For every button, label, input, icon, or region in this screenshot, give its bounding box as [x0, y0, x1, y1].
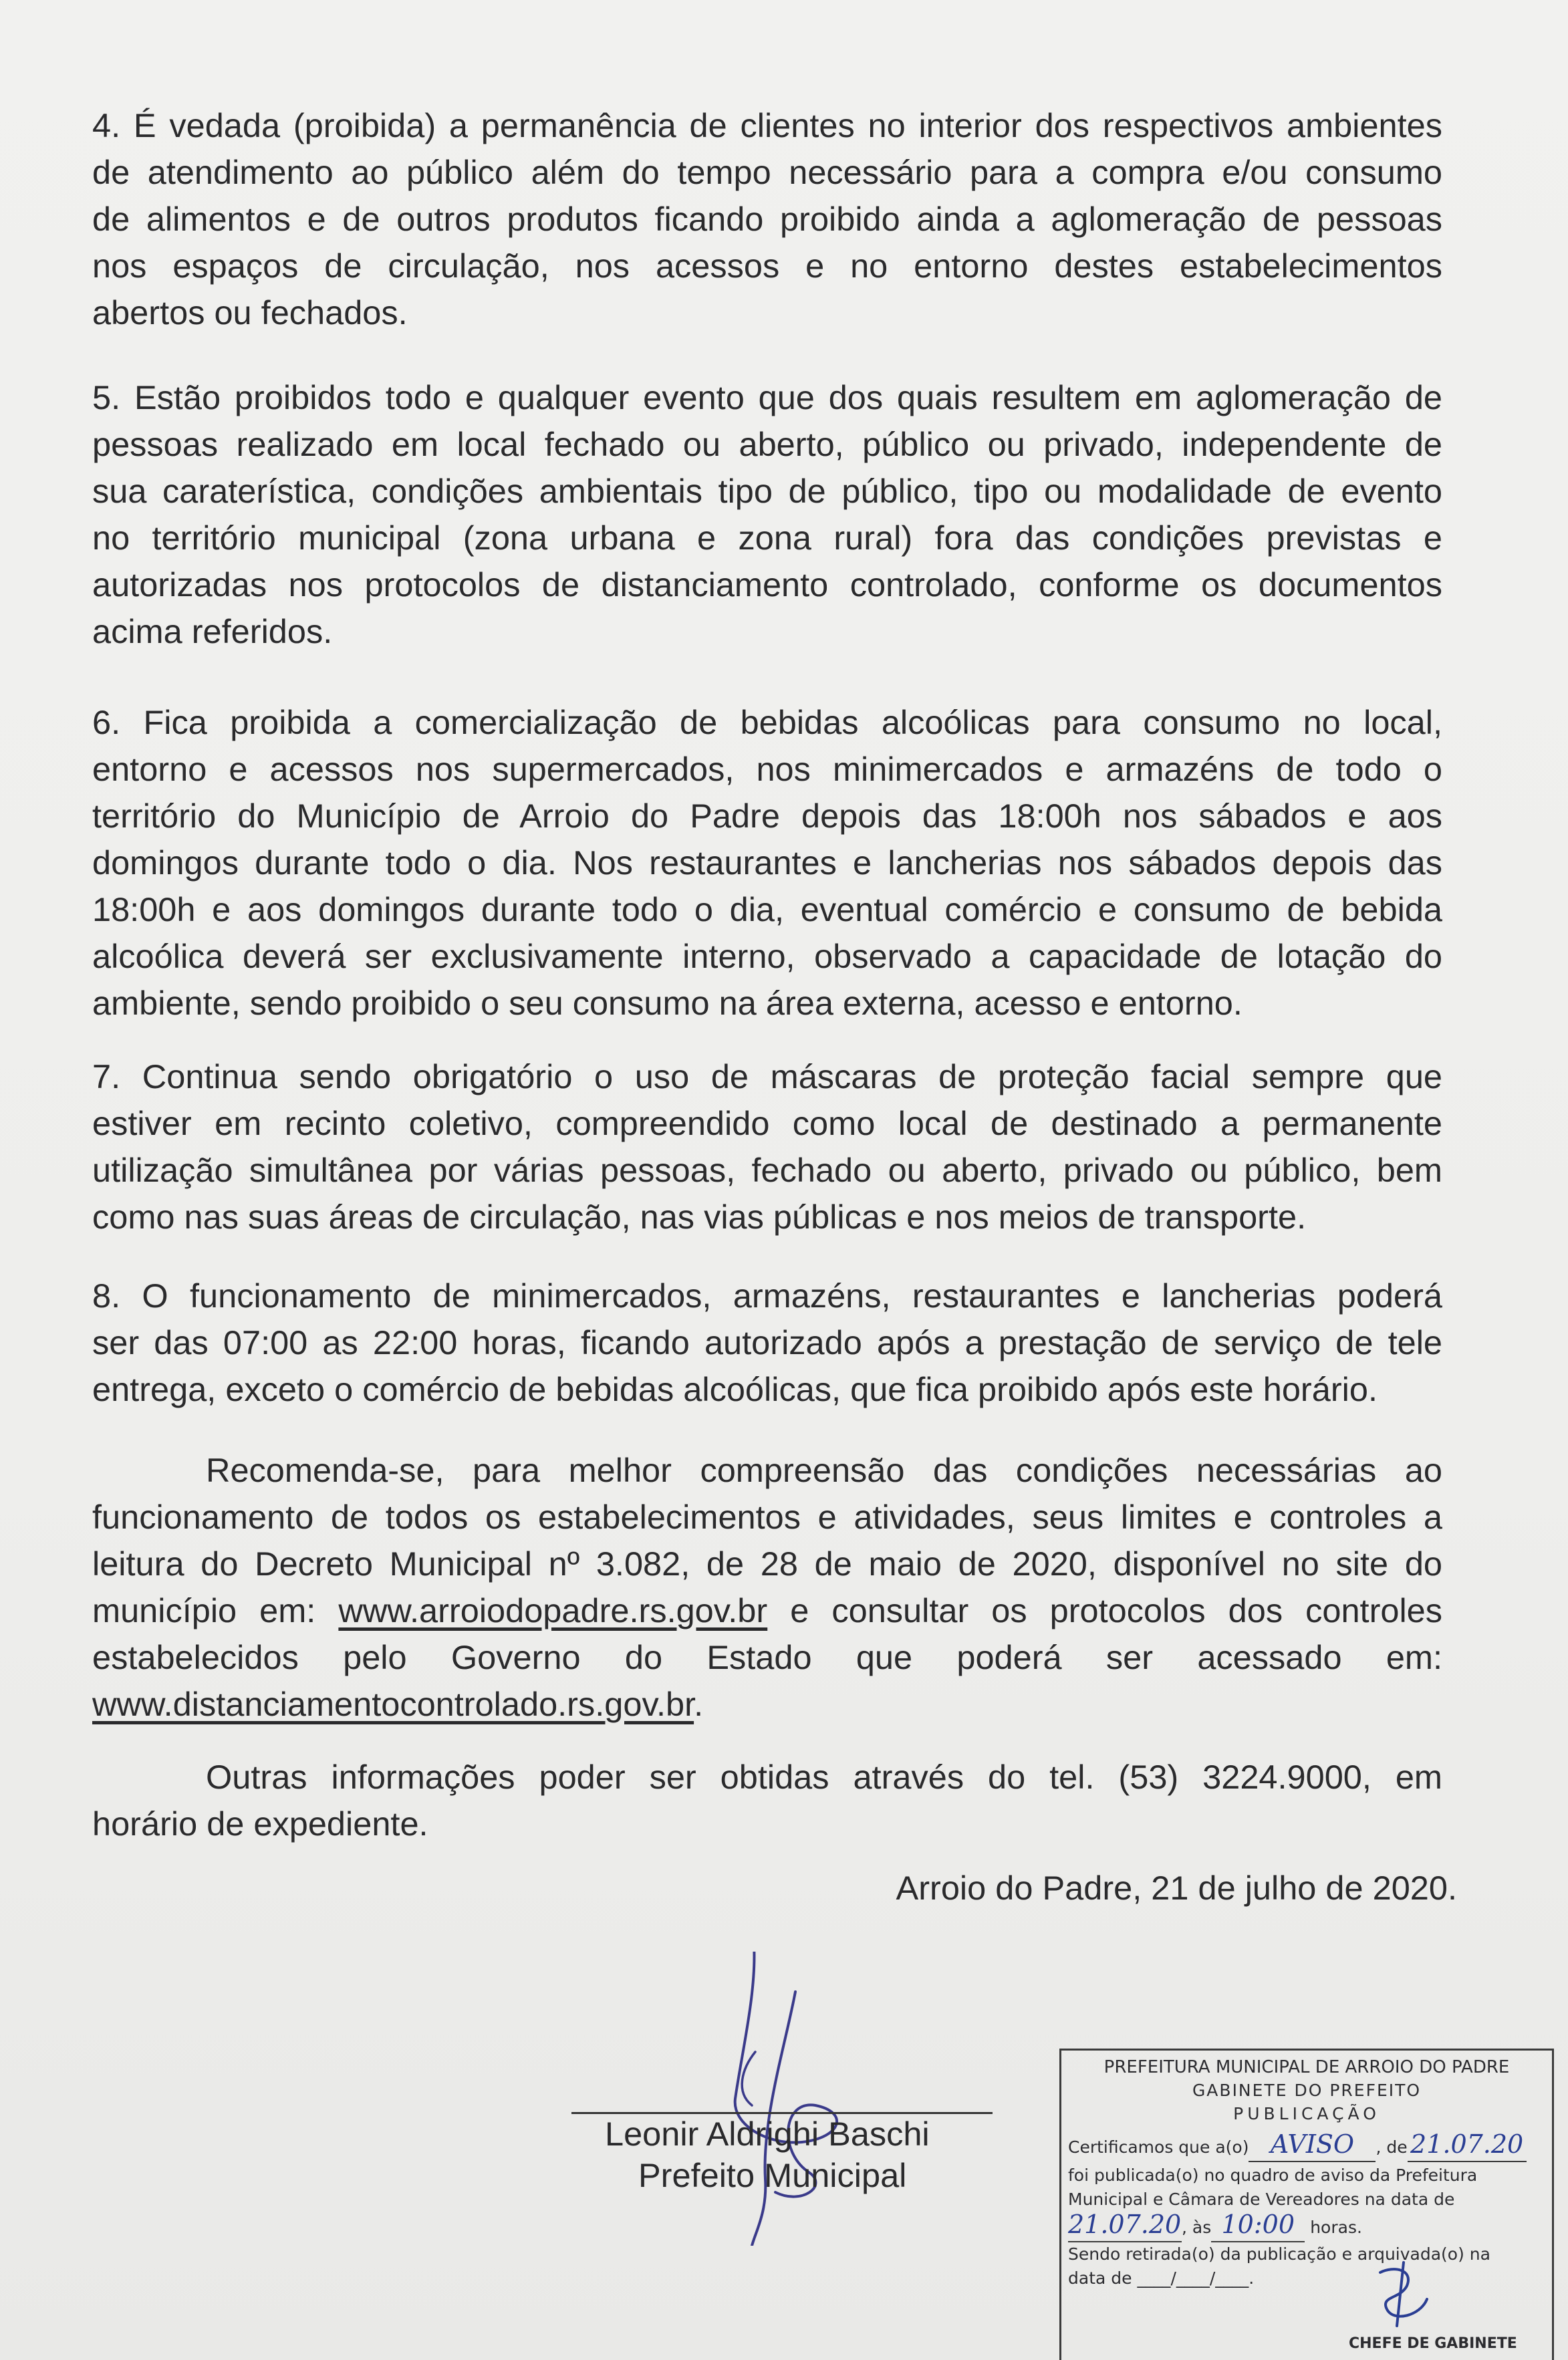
- item-6-line: domingos durante todo o dia. Nos restaurantes e lancherias nos sábados depois das: [92, 843, 1442, 882]
- item-8-paragraph: [92, 1273, 1442, 1413]
- item-7-line: 7. Continua sendo obrigatório o uso de máscaras de proteção facial sempre que: [92, 1057, 1442, 1095]
- item-4-line: 4. É vedada (proibida) a permanência de clientes no interior dos respectivos ambientes: [92, 106, 1442, 144]
- mayor-name: Leonir Aldrighi Baschi: [605, 2115, 930, 2153]
- stamp-text: , de: [1376, 2137, 1408, 2157]
- recommendation-text: .: [694, 1685, 704, 1723]
- contact-line: Outras informações poder ser obtidas através do tel. (53) 3224.9000, em: [206, 1758, 1442, 1796]
- stamp-text: foi publicada(o) no quadro de aviso da Prefeitura: [1068, 2166, 1478, 2185]
- stamp-footer: CHEFE DE GABINETE: [1349, 2335, 1517, 2352]
- stamp-text: Municipal e Câmara de Vereadores na data de: [1068, 2190, 1455, 2209]
- item-4-paragraph: [92, 102, 1442, 336]
- contact-line: horário de expediente.: [92, 1805, 428, 1843]
- item-5-line: sua caraterística, condições ambientais tipo de público, tipo ou modalidade de evento: [92, 472, 1442, 510]
- stamp-header: PREFEITURA MUNICIPAL DE ARROIO DO PADRE: [1103, 2057, 1510, 2077]
- item-7-line: estiver em recinto coletivo, compreendido como local de destinado a permanente: [92, 1104, 1442, 1142]
- stamp-text: Certificamos que a(o): [1068, 2137, 1249, 2157]
- stamp-certification-line: [1061, 2131, 1552, 2162]
- recommendation-paragraph: [92, 1447, 1442, 1728]
- recommendation-line: estabelecidos pelo Governo do Estado que poderá ser acessado em:: [92, 1638, 1442, 1676]
- place-date: Arroio do Padre, 21 de julho de 2020.: [896, 1869, 1457, 1907]
- item-6-line: território do Município de Arroio do Padre depois das 18:00h nos sábados e aos: [92, 797, 1442, 835]
- handwritten-signature: [715, 1952, 876, 2246]
- item-8-line: 8. O funcionamento de minimercados, armazéns, restaurantes e lancherias poderá: [92, 1277, 1442, 1315]
- stamp-text: Sendo retirada(o) da publicação e arquivada(o) na: [1068, 2244, 1490, 2264]
- stamp-title: PUBLICAÇÃO: [1233, 2104, 1380, 2123]
- recommendation-line: Recomenda-se, para melhor compreensão das condições necessárias ao: [206, 1451, 1442, 1489]
- stamp-subheader: GABINETE DO PREFEITO: [1192, 2081, 1422, 2100]
- item-5-line: no território municipal (zona urbana e zona rural) fora das condições previstas e: [92, 519, 1442, 557]
- stamp-text: , às: [1182, 2218, 1212, 2237]
- handwritten-publication-date: 21.07.20: [1068, 2210, 1182, 2239]
- item-4-line: nos espaços de circulação, nos acessos e no entorno destes estabelecimentos: [92, 247, 1442, 285]
- handwritten-document-date: 21.07.20: [1410, 2129, 1524, 2159]
- handwritten-document-type: AVISO: [1270, 2129, 1355, 2159]
- item-8-line: entrega, exceto o comércio de bebidas alcoólicas, que fica proibido após este horário.: [92, 1370, 1378, 1408]
- item-7-line: utilização simultânea por várias pessoas, fechado ou aberto, privado ou público, bem: [92, 1151, 1442, 1189]
- item-6-line: 6. Fica proibida a comercialização de bebidas alcoólicas para consumo no local,: [92, 703, 1442, 741]
- item-6-paragraph: [92, 699, 1442, 1027]
- handwritten-publication-time: 10:00: [1221, 2210, 1295, 2239]
- item-7-line: como nas suas áreas de circulação, nas vias públicas e nos meios de transporte.: [92, 1198, 1307, 1236]
- recommendation-text: e consultar os protocolos dos controles: [790, 1591, 1443, 1629]
- item-4-line: abertos ou fechados.: [92, 293, 408, 332]
- item-6-line: ambiente, sendo proibido o seu consumo na área externa, acesso e entorno.: [92, 984, 1243, 1022]
- item-6-line: alcoólica deverá ser exclusivamente interno, observado a capacidade de lotação do: [92, 937, 1442, 975]
- stamp-initials-signature: [1367, 2259, 1447, 2333]
- distanciamento-site-link[interactable]: www.distanciamentocontrolado.rs.gov.br: [92, 1685, 694, 1723]
- item-5-line: autorizadas nos protocolos de distanciamento controlado, conforme os documentos: [92, 565, 1442, 604]
- recommendation-line: [92, 1587, 1442, 1634]
- contact-paragraph: [92, 1754, 1442, 1847]
- recommendation-text: município em:: [92, 1591, 316, 1629]
- recommendation-line: leitura do Decreto Municipal nº 3.082, de 28 de maio de 2020, disponível no site do: [92, 1545, 1442, 1583]
- item-5-paragraph: [92, 374, 1442, 655]
- item-6-line: 18:00h e aos domingos durante todo o dia, eventual comércio e consumo de bebida: [92, 890, 1442, 928]
- publication-stamp: [1059, 2049, 1554, 2360]
- mayor-title: Prefeito Municipal: [638, 2156, 907, 2194]
- item-7-paragraph: [92, 1053, 1442, 1240]
- item-8-line: ser das 07:00 as 22:00 horas, ficando autorizado após a prestação de serviço de tele: [92, 1323, 1442, 1361]
- item-5-line: 5. Estão proibidos todo e qualquer evento que dos quais resultem em aglomeração de: [92, 378, 1442, 416]
- recommendation-line: [92, 1681, 1442, 1728]
- stamp-publication-line: [1061, 2211, 1552, 2242]
- municipality-site-link[interactable]: www.arroiodopadre.rs.gov.br: [338, 1591, 768, 1629]
- item-4-line: de atendimento ao público além do tempo necessário para a compra e/ou consumo: [92, 153, 1442, 191]
- item-4-line: de alimentos e de outros produtos ficando proibido ainda a aglomeração de pessoas: [92, 200, 1442, 238]
- stamp-text: horas.: [1310, 2218, 1362, 2237]
- item-5-line: acima referidos.: [92, 612, 333, 650]
- stamp-text: data de ____/____/____.: [1068, 2268, 1255, 2288]
- item-6-line: entorno e acessos nos supermercados, nos minimercados e armazéns de todo o: [92, 750, 1442, 788]
- item-5-line: pessoas realizado em local fechado ou aberto, público ou privado, independente de: [92, 425, 1442, 463]
- recommendation-line: funcionamento de todos os estabelecimentos e atividades, seus limites e controles a: [92, 1498, 1442, 1536]
